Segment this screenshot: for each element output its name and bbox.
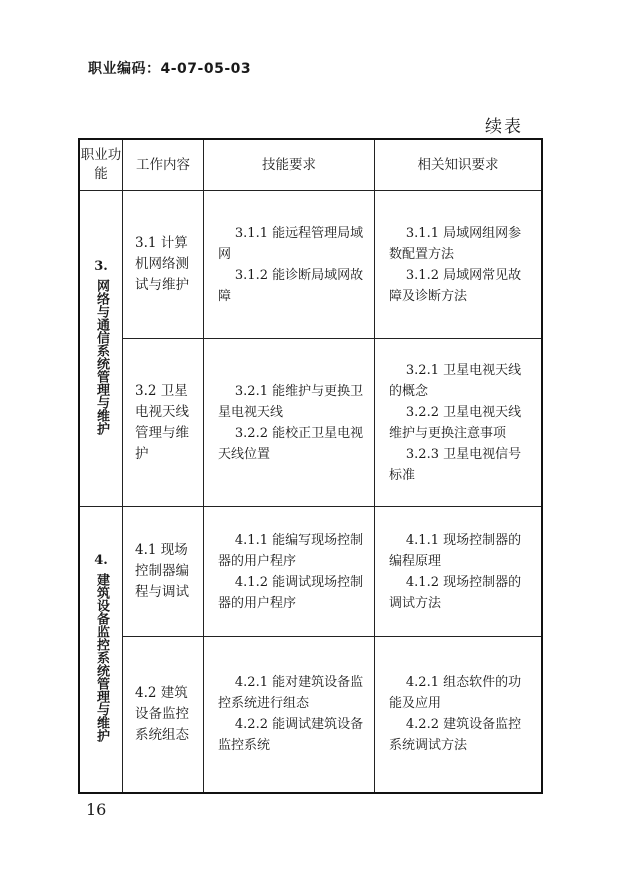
skills-cell bbox=[204, 339, 375, 507]
knowledge-item: 4.1.2 现场控制器的调试方法 bbox=[389, 574, 522, 611]
continued-label: 续表 bbox=[485, 117, 523, 137]
skill-item: 4.2.1 能对建筑设备监控系统进行组态 bbox=[218, 675, 364, 712]
table-row bbox=[79, 191, 542, 339]
table-row bbox=[79, 507, 542, 637]
work-content-cell: 3.2 卫星电视天线管理与维护 bbox=[123, 339, 204, 507]
skill-item: 3.1.2 能诊断局域网故障 bbox=[218, 267, 364, 304]
header-skill-requirements: 技能要求 bbox=[204, 139, 375, 191]
knowledge-cell bbox=[375, 191, 543, 339]
skill-item: 3.2.1 能维护与更换卫星电视天线 bbox=[218, 383, 364, 420]
function-cell bbox=[79, 507, 123, 793]
work-content-cell: 3.1 计算机网络测试与维护 bbox=[123, 191, 204, 339]
skill-requirements-table bbox=[78, 138, 543, 794]
work-content-cell: 4.1 现场控制器编程与调试 bbox=[123, 507, 204, 637]
table-row bbox=[79, 339, 542, 507]
knowledge-cell bbox=[375, 507, 543, 637]
occupation-code: 职业编码：4-07-05-03 bbox=[88, 61, 252, 77]
knowledge-item: 4.2.2 建筑设备监控系统调试方法 bbox=[389, 717, 522, 754]
knowledge-item: 3.1.2 局域网常见故障及诊断方法 bbox=[389, 267, 522, 304]
skill-item: 3.2.2 能校正卫星电视天线位置 bbox=[218, 425, 364, 462]
skill-item: 4.2.2 能调试建筑设备监控系统 bbox=[218, 717, 364, 754]
knowledge-item: 3.2.1 卫星电视天线的概念 bbox=[389, 362, 522, 399]
header-work-content: 工作内容 bbox=[123, 139, 204, 191]
skills-cell bbox=[204, 191, 375, 339]
header-function: 职业功能 bbox=[79, 139, 123, 191]
work-content-cell: 4.2 建筑设备监控系统组态 bbox=[123, 637, 204, 793]
skill-item: 4.1.1 能编写现场控制器的用户程序 bbox=[218, 532, 364, 569]
function-title: 网络与通信系统管理与维护 bbox=[94, 278, 109, 435]
knowledge-item: 3.2.3 卫星电视信号标准 bbox=[389, 446, 522, 483]
function-number: 4. bbox=[94, 552, 108, 568]
skill-item: 4.1.2 能调试现场控制器的用户程序 bbox=[218, 574, 364, 611]
skills-cell bbox=[204, 637, 375, 793]
function-title: 建筑设备监控系统管理与维护 bbox=[94, 572, 109, 742]
table-row bbox=[79, 637, 542, 793]
knowledge-item: 3.1.1 局域网组网参数配置方法 bbox=[389, 225, 522, 262]
table-header-row bbox=[79, 139, 542, 191]
knowledge-cell bbox=[375, 339, 543, 507]
knowledge-item: 3.2.2 卫星电视天线维护与更换注意事项 bbox=[389, 404, 522, 441]
skills-cell bbox=[204, 507, 375, 637]
page-number: 16 bbox=[86, 800, 107, 819]
knowledge-cell bbox=[375, 637, 543, 793]
knowledge-item: 4.1.1 现场控制器的编程原理 bbox=[389, 532, 522, 569]
function-cell bbox=[79, 191, 123, 507]
header-knowledge-requirements: 相关知识要求 bbox=[375, 139, 543, 191]
knowledge-item: 4.2.1 组态软件的功能及应用 bbox=[389, 675, 522, 712]
skill-item: 3.1.1 能远程管理局域网 bbox=[218, 225, 364, 262]
function-number: 3. bbox=[94, 258, 108, 274]
